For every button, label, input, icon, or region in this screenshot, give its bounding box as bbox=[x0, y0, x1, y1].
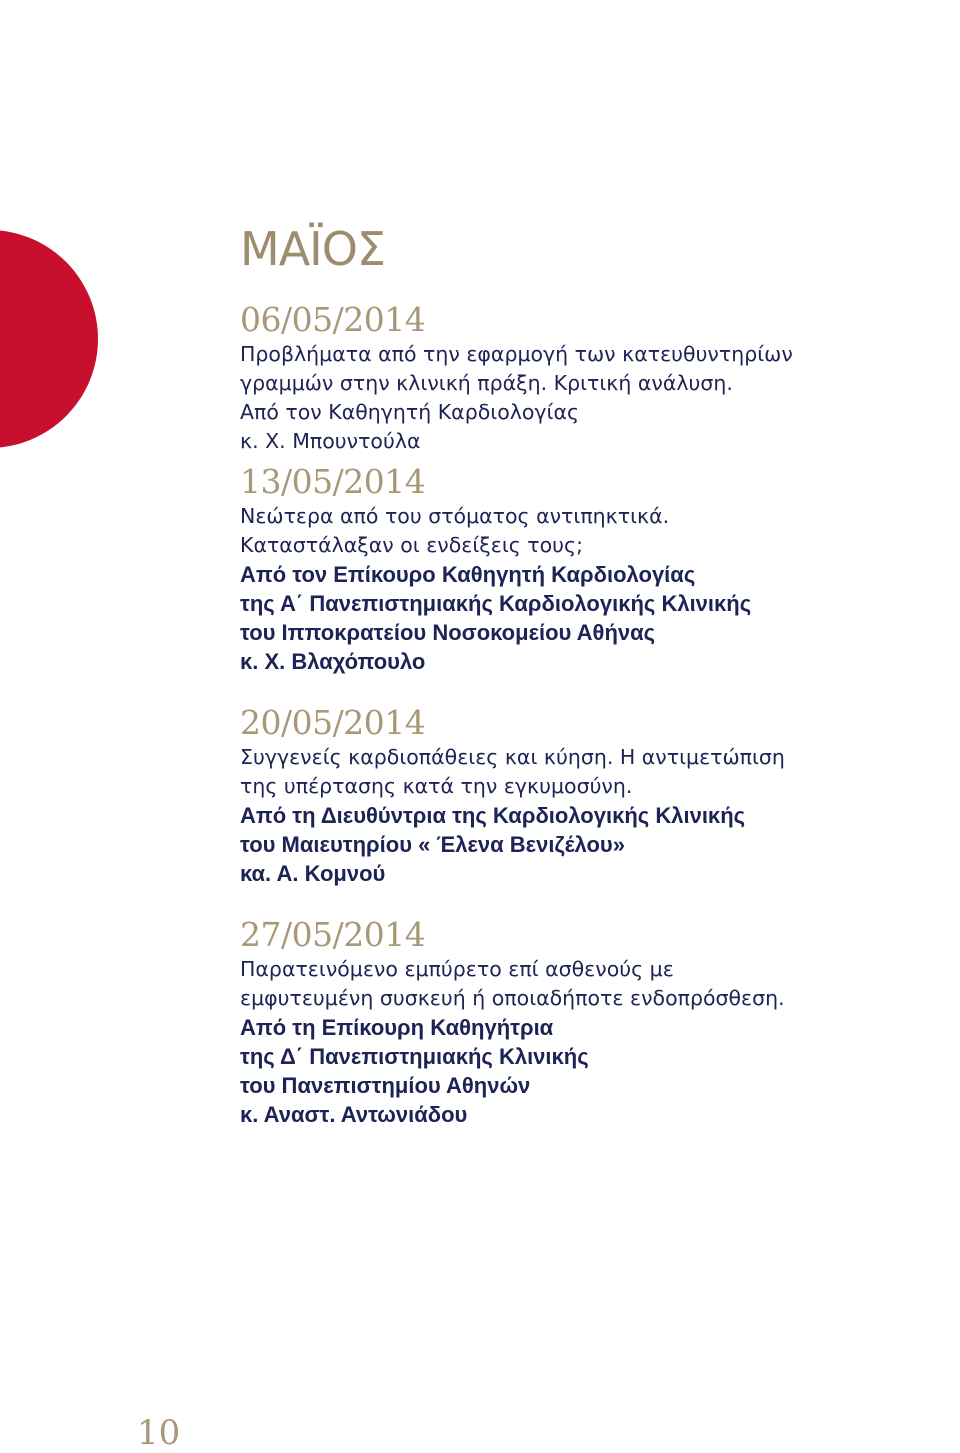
speaker-line: Από τον Καθηγητή Καρδιολογίας bbox=[240, 400, 580, 424]
event-title-line: Καταστάλαξαν οι ενδείξεις τους; bbox=[240, 533, 583, 557]
speaker-line: κ. Αναστ. Αντωνιάδου bbox=[240, 1102, 468, 1127]
event-date: 27/05/2014 bbox=[240, 915, 426, 954]
speaker-line: Από τον Επίκουρο Καθηγητή Καρδιολογίας bbox=[240, 562, 696, 587]
speaker-line: του Μαιευτηρίου « Έλενα Βενιζέλου» bbox=[240, 832, 625, 857]
speaker-line: Από τη Διευθύντρια της Καρδιολογικής Κλινικής bbox=[240, 803, 746, 828]
speaker-line: κα. Α. Κομνού bbox=[240, 861, 386, 886]
event-title-line: Νεώτερα από του στόματος αντιπηκτικά. bbox=[240, 504, 670, 528]
event-title-line: Συγγενείς καρδιοπάθειες και κύηση. Η αντιμετώπιση bbox=[240, 745, 785, 769]
event-date: 13/05/2014 bbox=[240, 462, 426, 501]
event-title-line: της υπέρτασης κατά την εγκυμοσύνη. bbox=[240, 774, 633, 798]
red-tab-marker bbox=[0, 230, 98, 448]
event-date: 06/05/2014 bbox=[240, 300, 426, 339]
speaker-line: της Δ΄ Πανεπιστημιακής Κλινικής bbox=[240, 1044, 589, 1069]
speaker-line: του Ιπποκρατείου Νοσοκομείου Αθήνας bbox=[240, 620, 656, 645]
event-item bbox=[240, 462, 751, 676]
event-item bbox=[240, 915, 785, 1129]
event-item bbox=[240, 300, 793, 456]
speaker-line: της Α΄ Πανεπιστημιακής Καρδιολογικής Κλινικής bbox=[240, 591, 752, 616]
page-number: 10 bbox=[137, 1413, 181, 1453]
event-title-line: Προβλήματα από την εφαρμογή των κατευθυντηρίων bbox=[240, 342, 793, 366]
event-title-line: Παρατεινόμενο εμπύρετο επί ασθενούς με bbox=[240, 957, 674, 981]
event-item bbox=[240, 703, 785, 888]
speaker-line: κ. Χ. Βλαχόπουλο bbox=[240, 649, 426, 674]
speaker-line: κ. Χ. Μπουντούλα bbox=[240, 429, 421, 453]
speaker-line: Από τη Επίκουρη Καθηγήτρια bbox=[240, 1015, 554, 1040]
event-title-line: εμφυτευμένη συσκευή ή οποιαδήποτε ενδοπρόσθεση. bbox=[240, 986, 785, 1010]
event-date: 20/05/2014 bbox=[240, 703, 426, 742]
event-title-line: γραμμών στην κλινική πράξη. Κριτική ανάλυση. bbox=[240, 371, 733, 395]
month-title: ΜΑΪΟΣ bbox=[240, 222, 385, 276]
speaker-line: του Πανεπιστημίου Αθηνών bbox=[240, 1073, 531, 1098]
